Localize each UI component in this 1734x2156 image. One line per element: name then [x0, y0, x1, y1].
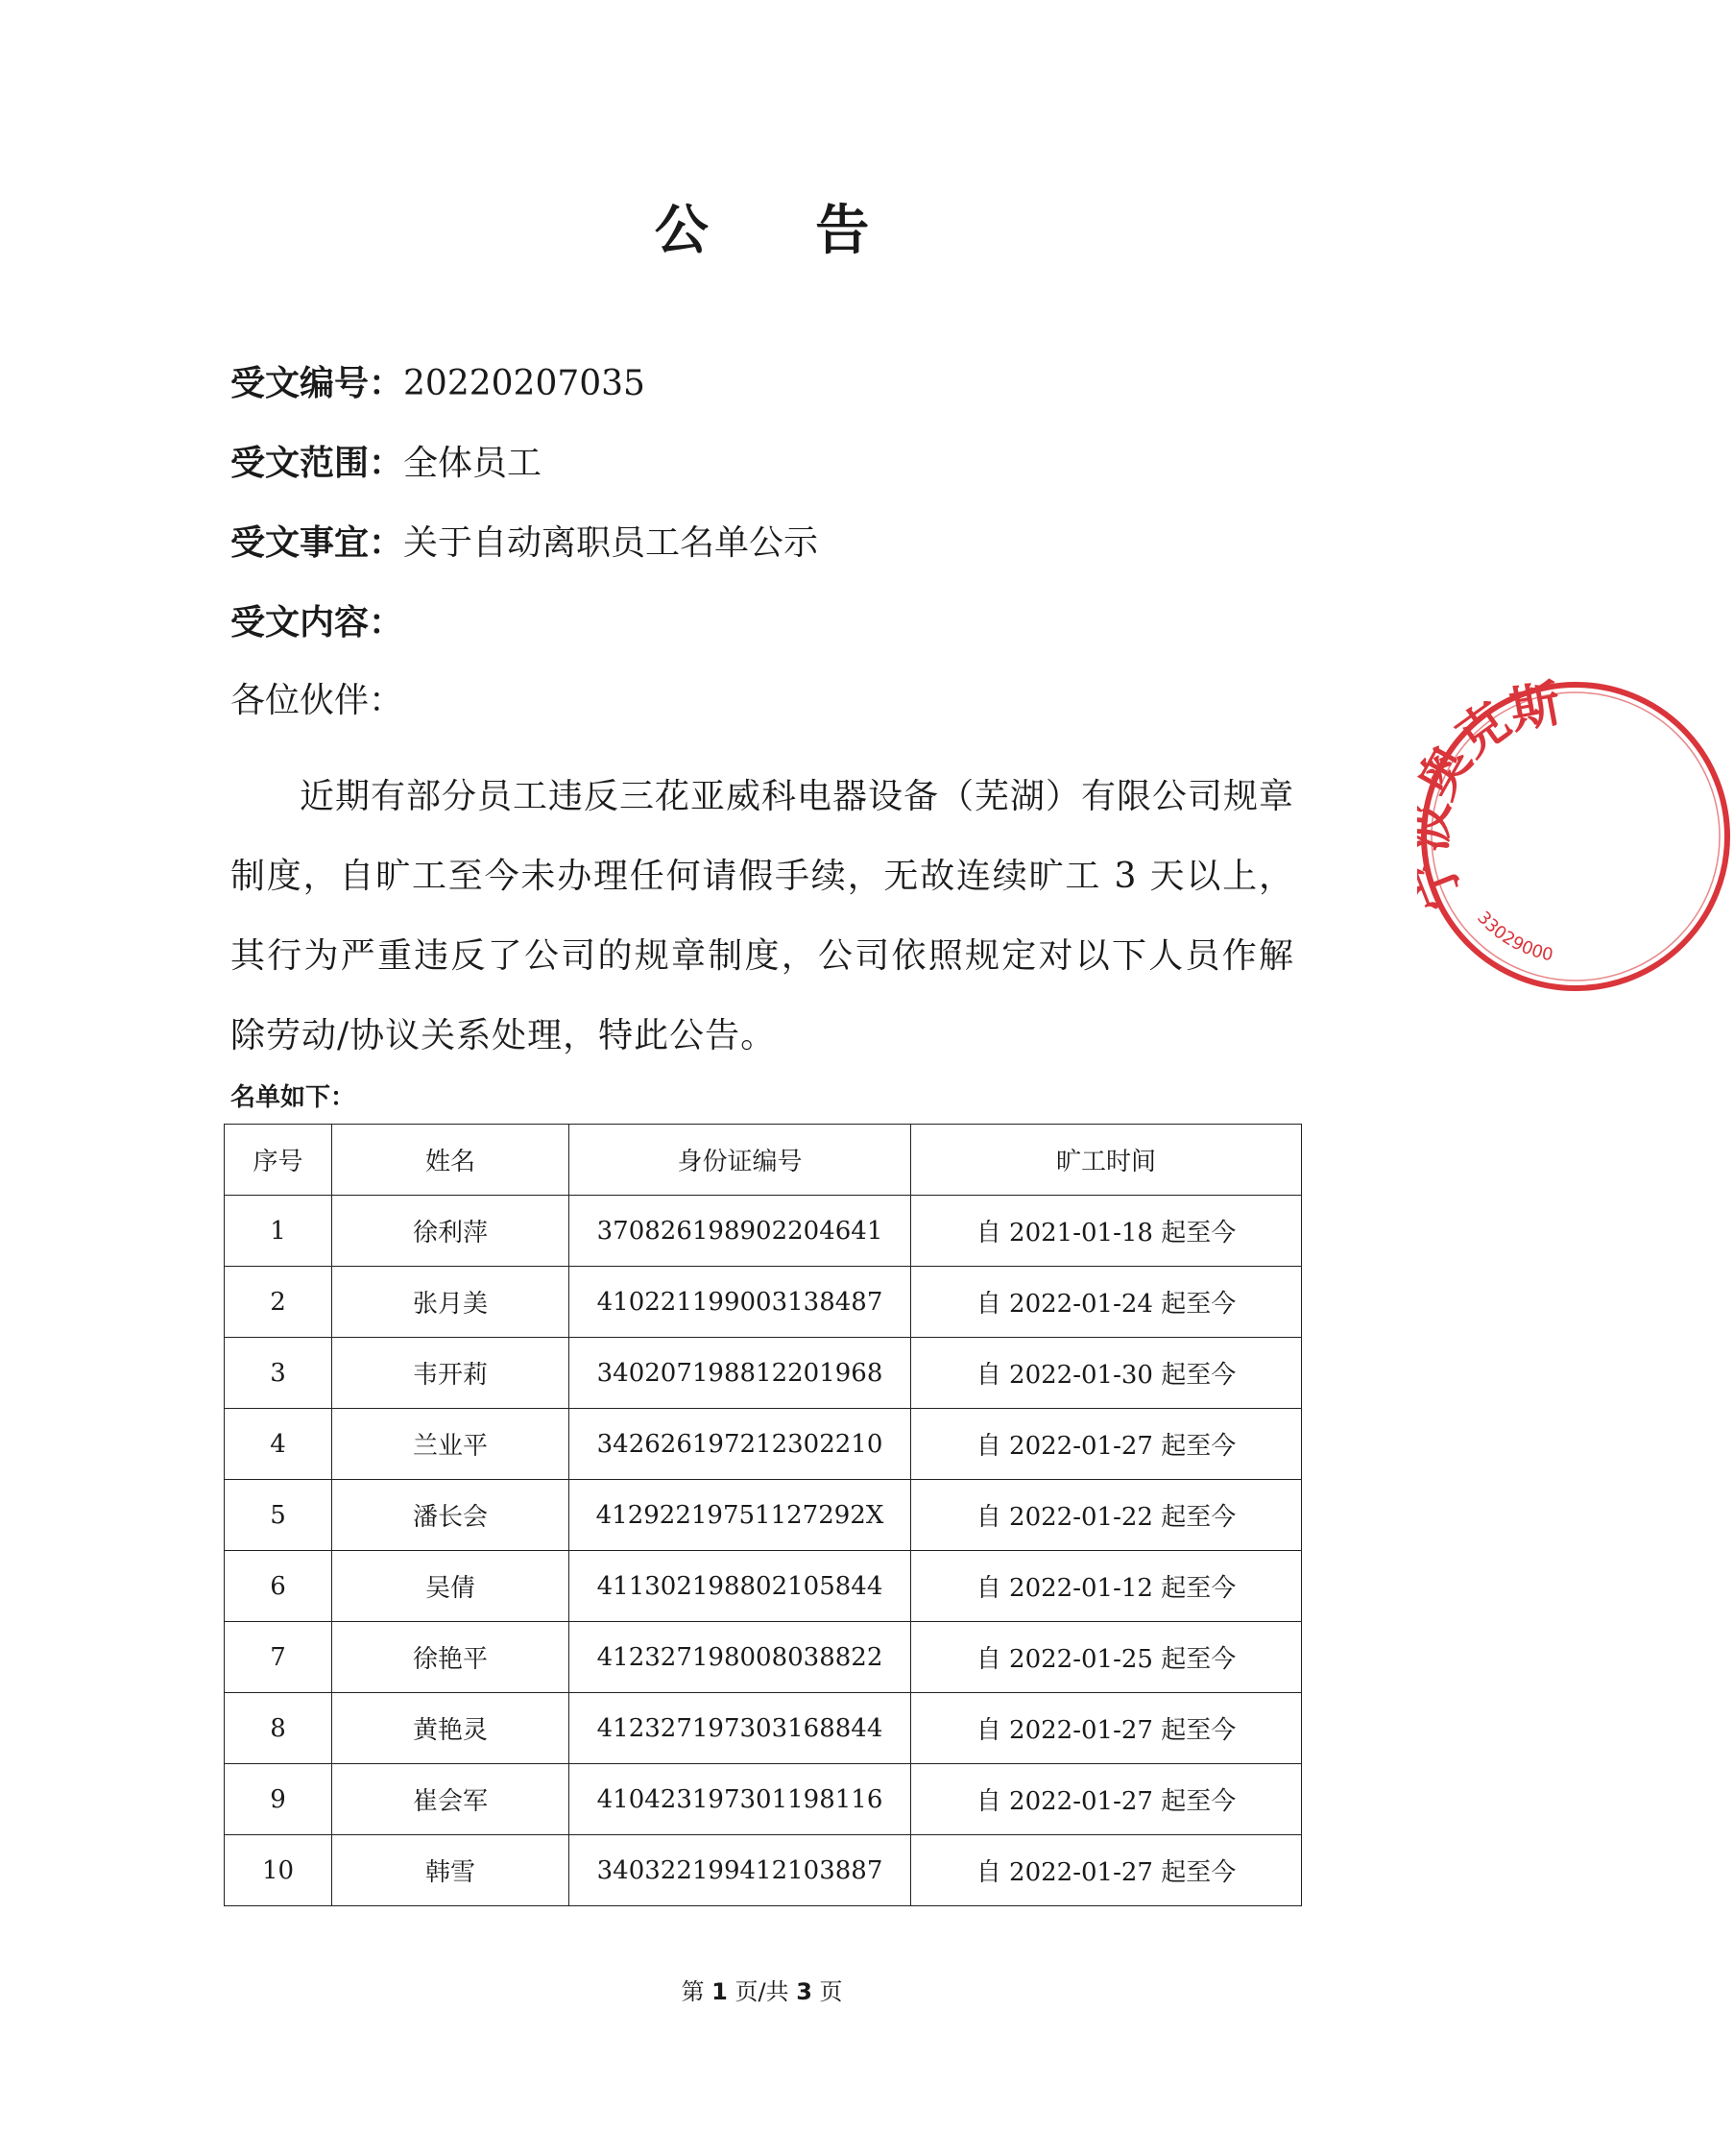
cell-absence-period: 自 2022-01-27 起至今 — [911, 1693, 1302, 1764]
field-value: 全体员工 — [403, 444, 542, 483]
cell-id-number: 370826198902204641 — [569, 1196, 911, 1267]
table-body — [225, 1196, 1302, 1906]
cell-index: 3 — [225, 1338, 332, 1409]
cell-index: 10 — [225, 1835, 332, 1906]
field-label: 受文范围： — [230, 444, 404, 483]
header-cell: 旷工时间 — [911, 1125, 1302, 1196]
cell-index: 5 — [225, 1480, 332, 1551]
cell-absence-period: 自 2022-01-12 起至今 — [911, 1551, 1302, 1622]
footer-page-total: 3 — [796, 1978, 812, 2005]
cell-absence-period: 自 2022-01-27 起至今 — [911, 1835, 1302, 1906]
footer-post: 页 — [819, 1978, 843, 2005]
document-title: 公 告 — [654, 200, 914, 262]
field-label: 受文事宜： — [230, 523, 404, 563]
cell-absence-period: 自 2022-01-27 起至今 — [911, 1764, 1302, 1835]
cell-index: 6 — [225, 1551, 332, 1622]
cell-name: 崔会军 — [332, 1764, 569, 1835]
cell-absence-period: 自 2022-01-25 起至今 — [911, 1622, 1302, 1693]
greeting: 各位伙伴： — [230, 681, 404, 720]
field-value: 20220207035 — [403, 364, 645, 403]
cell-name: 兰业平 — [332, 1409, 569, 1480]
field-subject — [230, 522, 818, 565]
cell-index: 2 — [225, 1267, 332, 1338]
cell-index: 1 — [225, 1196, 332, 1267]
cell-index: 9 — [225, 1764, 332, 1835]
cell-id-number: 340322199412103887 — [569, 1835, 911, 1906]
field-label: 受文内容： — [230, 603, 404, 642]
cell-name: 徐利萍 — [332, 1196, 569, 1267]
table-row — [225, 1409, 1302, 1480]
header-cell: 序号 — [225, 1125, 332, 1196]
field-doc-number — [230, 363, 645, 405]
body-paragraph: 近期有部分员工违反三花亚威科电器设备（芜湖）有限公司规章制度，自旷工至今未办理任何请假手续，无故连续旷工 3 天以上，其行为严重违反了公司的规章制度，公司依照规定对以下人员作解除劳动/协议关系处理，特此公告。 — [230, 777, 1295, 1055]
cell-index: 7 — [225, 1622, 332, 1693]
cell-id-number: 411302198802105844 — [569, 1551, 911, 1622]
table-row — [225, 1551, 1302, 1622]
cell-id-number: 412327198008038822 — [569, 1622, 911, 1693]
table-row — [225, 1267, 1302, 1338]
cell-name: 韩雪 — [332, 1835, 569, 1906]
table-row — [225, 1480, 1302, 1551]
table-row — [225, 1196, 1302, 1267]
table-header-row — [225, 1125, 1302, 1196]
dismissal-table — [224, 1124, 1302, 1906]
cell-absence-period: 自 2021-01-18 起至今 — [911, 1196, 1302, 1267]
header-cell: 姓名 — [332, 1125, 569, 1196]
seal-number-text: 33029000 — [1473, 908, 1555, 966]
cell-name: 吴倩 — [332, 1551, 569, 1622]
cell-index: 4 — [225, 1409, 332, 1480]
seal-name-text: 克斯 — [1446, 678, 1566, 768]
table-row — [225, 1338, 1302, 1409]
table-row — [225, 1835, 1302, 1906]
table-row — [225, 1622, 1302, 1693]
footer-mid: 页/共 — [735, 1978, 789, 2005]
cell-id-number: 340207198812201968 — [569, 1338, 911, 1409]
cell-id-number: 410221199003138487 — [569, 1267, 911, 1338]
svg-text:宁波奥克斯 — [1417, 678, 1565, 917]
footer-pre: 第 — [681, 1978, 705, 2005]
page-footer — [0, 1973, 1524, 2006]
cell-id-number: 410423197301198116 — [569, 1764, 911, 1835]
cell-absence-period: 自 2022-01-24 起至今 — [911, 1267, 1302, 1338]
cell-id-number: 412327197303168844 — [569, 1693, 911, 1764]
field-content — [230, 602, 403, 644]
cell-absence-period: 自 2022-01-27 起至今 — [911, 1409, 1302, 1480]
cell-index: 8 — [225, 1693, 332, 1764]
cell-name: 韦开莉 — [332, 1338, 569, 1409]
cell-name: 黄艳灵 — [332, 1693, 569, 1764]
list-heading: 名单如下： — [230, 1083, 356, 1112]
table-row — [225, 1693, 1302, 1764]
cell-name: 张月美 — [332, 1267, 569, 1338]
table-row — [225, 1764, 1302, 1835]
field-label: 受文编号： — [230, 364, 404, 403]
cell-id-number: 41292219751127292X — [569, 1480, 911, 1551]
seal-stamp-icon — [1417, 678, 1734, 995]
cell-absence-period: 自 2022-01-22 起至今 — [911, 1480, 1302, 1551]
field-value: 关于自动离职员工名单公示 — [403, 523, 819, 563]
field-scope — [230, 443, 542, 485]
cell-absence-period: 自 2022-01-30 起至今 — [911, 1338, 1302, 1409]
header-cell: 身份证编号 — [569, 1125, 911, 1196]
cell-name: 潘长会 — [332, 1480, 569, 1551]
company-seal — [1417, 678, 1566, 995]
footer-page-number: 1 — [711, 1978, 728, 2005]
cell-id-number: 342626197212302210 — [569, 1409, 911, 1480]
cell-name: 徐艳平 — [332, 1622, 569, 1693]
